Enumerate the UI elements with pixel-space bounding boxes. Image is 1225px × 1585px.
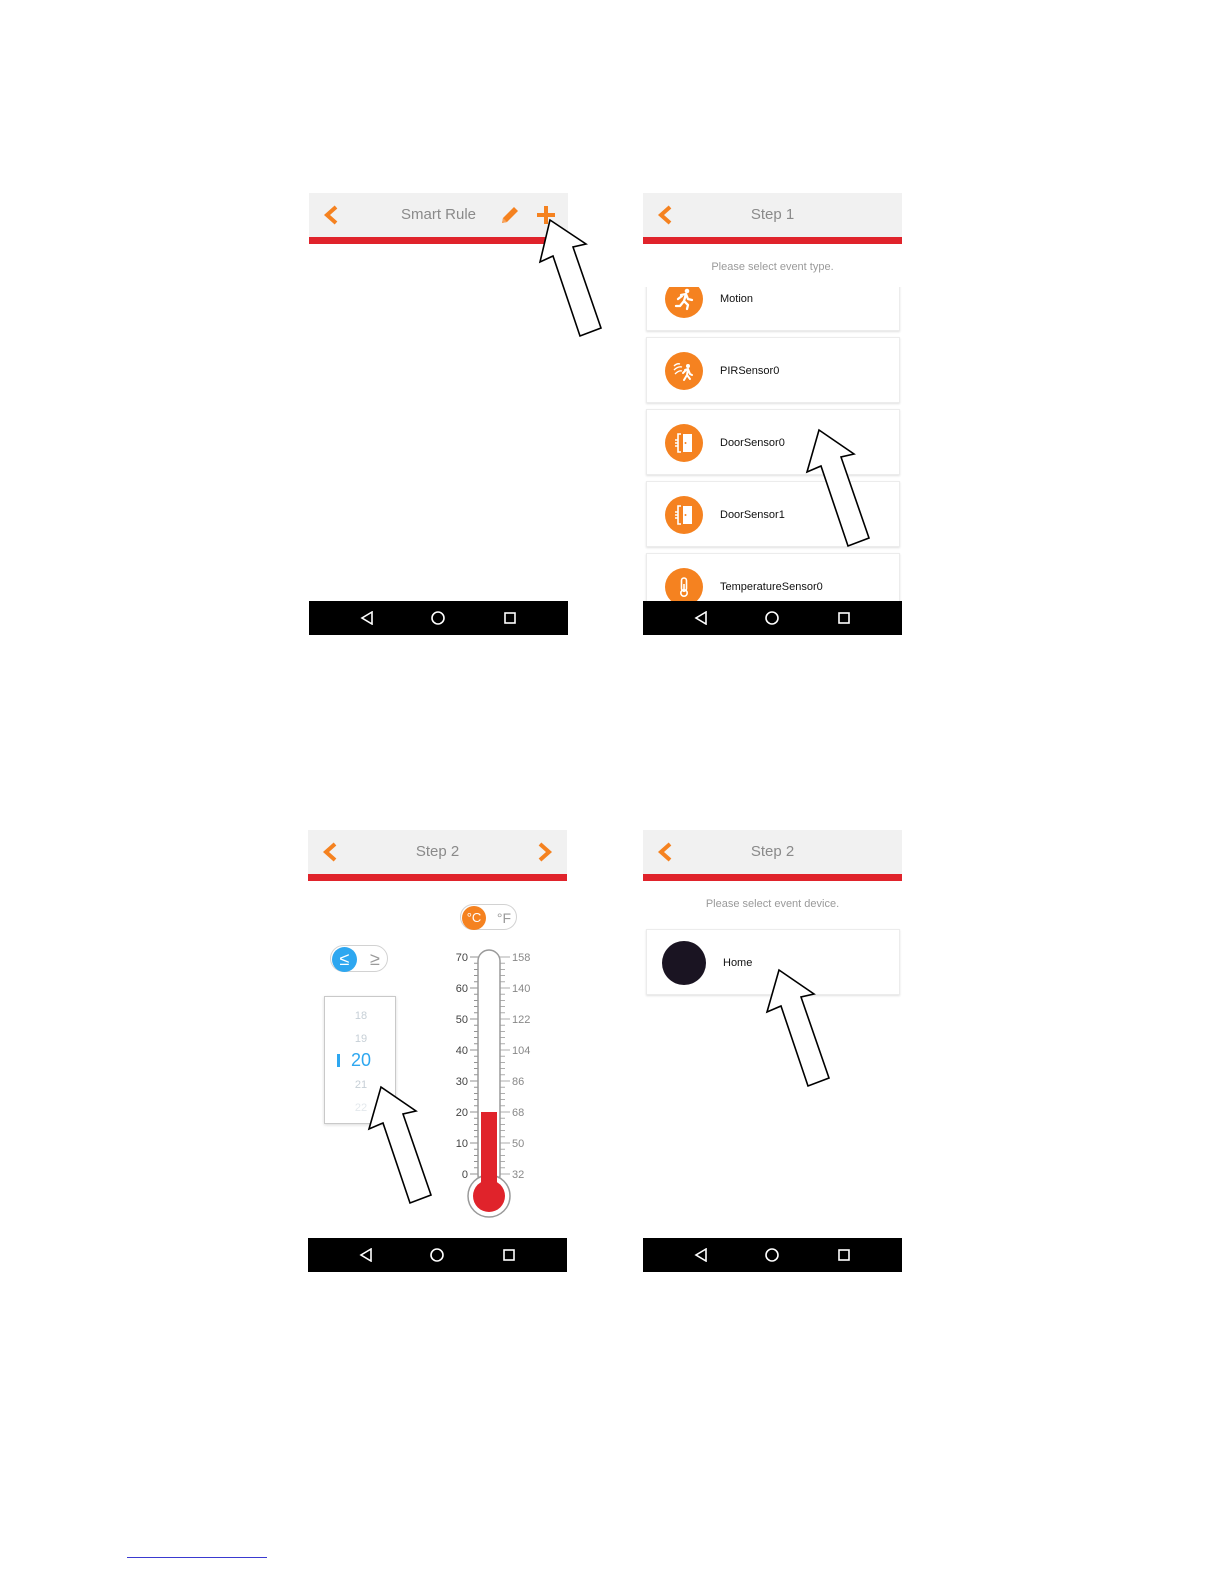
square-recents-icon	[503, 611, 517, 625]
fahrenheit-tick-label: 32	[512, 1169, 525, 1181]
event-device-hint: Please select event device.	[705, 898, 840, 910]
app-bar	[308, 830, 567, 874]
app-bar	[643, 193, 902, 237]
door-icon	[665, 424, 703, 462]
picker-selected-value[interactable]: 20	[350, 1050, 372, 1070]
door-icon	[665, 496, 703, 534]
header-divider	[643, 237, 902, 244]
fahrenheit-tick-label: 140	[512, 983, 531, 995]
android-nav-bar	[643, 1238, 902, 1272]
celsius-option[interactable]: °C	[462, 906, 486, 930]
nav-back-button[interactable]	[693, 1247, 709, 1263]
list-item-temperaturesensor0[interactable]	[646, 553, 900, 601]
triangle-back-icon	[359, 1248, 373, 1262]
nav-home-button[interactable]	[764, 1247, 780, 1263]
chevron-left-icon	[320, 841, 340, 863]
celsius-tick-label: 50	[455, 1014, 468, 1026]
header-divider	[643, 874, 902, 881]
back-button[interactable]	[653, 203, 677, 227]
triangle-back-icon	[694, 1248, 708, 1262]
screen-title: Step 1	[750, 206, 795, 223]
pointer-arrow-icon	[528, 218, 608, 343]
pointer-arrow-icon	[363, 1085, 443, 1210]
event-type-hint: Please select event type.	[711, 261, 834, 273]
fahrenheit-tick-label: 104	[512, 1045, 531, 1057]
back-button[interactable]	[653, 840, 677, 864]
nav-home-button[interactable]	[429, 1247, 445, 1263]
pointer-arrow-icon	[761, 968, 841, 1093]
device-label: Home	[723, 957, 753, 969]
android-nav-bar	[643, 601, 902, 635]
circle-home-icon	[429, 1247, 445, 1263]
chevron-left-icon	[655, 841, 675, 863]
celsius-tick-label: 10	[455, 1138, 468, 1150]
circle-home-icon	[764, 610, 780, 626]
picker-value[interactable]: 21	[354, 1079, 368, 1091]
celsius-tick-label: 30	[455, 1076, 468, 1088]
comparison-toggle[interactable]	[330, 945, 388, 972]
next-button[interactable]	[533, 840, 557, 864]
fahrenheit-tick-label: 86	[512, 1076, 525, 1088]
pointer-arrow-icon	[802, 428, 882, 553]
fahrenheit-tick-label: 158	[512, 952, 531, 964]
triangle-back-icon	[694, 611, 708, 625]
nav-recents-button[interactable]	[501, 1247, 517, 1263]
celsius-tick-label: 0	[461, 1169, 468, 1181]
thermometer-bulb	[473, 1180, 505, 1212]
picker-value[interactable]: 19	[354, 1033, 368, 1045]
fahrenheit-tick-label: 122	[512, 1014, 531, 1026]
nav-back-button[interactable]	[358, 1247, 374, 1263]
nav-home-button[interactable]	[764, 610, 780, 626]
screen-title: Smart Rule	[400, 206, 477, 223]
celsius-tick-label: 70	[455, 952, 468, 964]
step1-screen	[643, 193, 902, 635]
temperature-unit-toggle[interactable]	[460, 904, 517, 930]
device-avatar	[662, 941, 706, 985]
android-nav-bar	[309, 601, 568, 635]
item-label: DoorSensor0	[720, 437, 785, 449]
square-recents-icon	[837, 611, 851, 625]
celsius-tick-label: 20	[455, 1107, 468, 1119]
circle-home-icon	[764, 1247, 780, 1263]
screen-title: Step 2	[750, 843, 795, 860]
triangle-back-icon	[360, 611, 374, 625]
header-divider	[308, 874, 567, 881]
nav-back-button[interactable]	[693, 610, 709, 626]
item-label: PIRSensor0	[720, 365, 780, 377]
chevron-left-icon	[321, 204, 341, 226]
chevron-left-icon	[655, 204, 675, 226]
pencil-icon	[499, 204, 521, 226]
edit-button[interactable]	[498, 203, 522, 227]
back-button[interactable]	[318, 840, 342, 864]
item-label: TemperatureSensor0	[720, 581, 823, 593]
android-nav-bar	[308, 1238, 567, 1272]
picker-value[interactable]: 22	[354, 1102, 368, 1114]
celsius-tick-label: 40	[455, 1045, 468, 1057]
celsius-tick-label: 60	[455, 983, 468, 995]
back-button[interactable]	[319, 203, 343, 227]
less-or-equal-option[interactable]: ≤	[332, 947, 357, 972]
fahrenheit-tick-label: 50	[512, 1138, 525, 1150]
nav-recents-button[interactable]	[502, 610, 518, 626]
nav-recents-button[interactable]	[836, 610, 852, 626]
item-label: DoorSensor1	[720, 509, 785, 521]
square-recents-icon	[502, 1248, 516, 1262]
list-item-motion[interactable]	[646, 287, 900, 331]
pir-sensor-icon	[665, 352, 703, 390]
greater-or-equal-option[interactable]: ≥	[370, 949, 380, 969]
chevron-right-icon	[535, 841, 555, 863]
nav-recents-button[interactable]	[836, 1247, 852, 1263]
list-item-pirsensor0[interactable]	[646, 337, 900, 403]
nav-home-button[interactable]	[430, 610, 446, 626]
screen-title: Step 2	[415, 843, 460, 860]
footnote-separator	[127, 1557, 267, 1558]
fahrenheit-tick-label: 68	[512, 1107, 525, 1119]
circle-home-icon	[430, 610, 446, 626]
fahrenheit-option[interactable]: °F	[496, 910, 512, 926]
app-bar	[643, 830, 902, 874]
thermometer-icon	[665, 568, 703, 601]
picker-value[interactable]: 18	[354, 1010, 368, 1022]
running-person-icon	[665, 287, 703, 318]
square-recents-icon	[837, 1248, 851, 1262]
item-label: Motion	[720, 293, 754, 305]
nav-back-button[interactable]	[359, 610, 375, 626]
thermometer-gauge	[444, 942, 564, 1222]
